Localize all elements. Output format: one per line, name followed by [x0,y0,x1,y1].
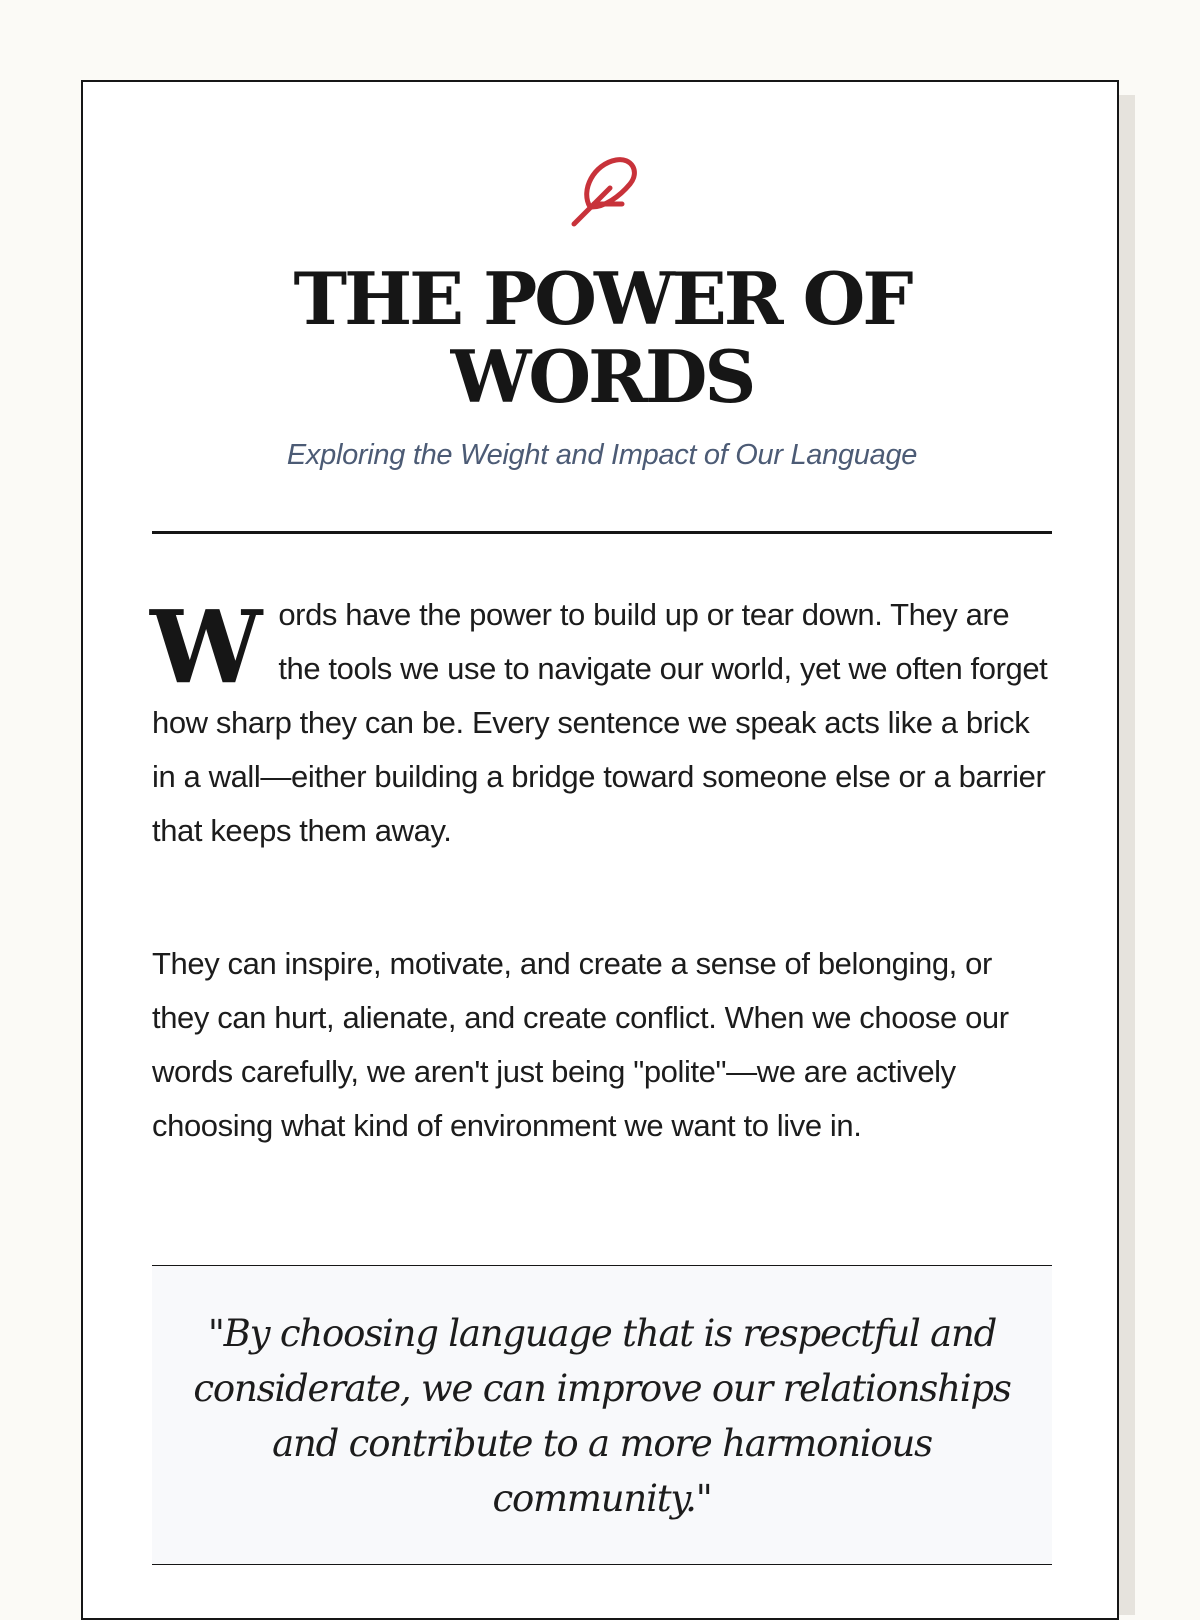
paragraph-1-text: ords have the power to build up or tear down. They are the tools we use to navigate our world, yet we often forget how sharp they can be. Every sentence we speak acts like a brick in a wall—either building a bridge toward someone else or a barrier that keeps them away. [152,597,1048,848]
pull-quote-text: "By choosing language that is respectful and considerate, we can improve our relationships and contribute to a more harmonious community." [193,1312,1011,1520]
paragraph-1 [152,588,1052,858]
feather-icon [564,152,640,228]
drop-cap: W [150,588,259,706]
feather-icon-wrapper [152,152,1052,228]
title-divider [152,531,1052,534]
page-subtitle: Exploring the Weight and Impact of Our Language [286,439,918,471]
page-title: THE POWER OF WORDS [293,256,911,419]
article-card [81,80,1119,1620]
paragraph-2: They can inspire, motivate, and create a sense of belonging, or they can hurt, alienate, and create conflict. When we choose our words carefully, we aren't just being "polite"—we are actively choosing what kind of environment we want to live in. [152,946,1009,1143]
pull-quote [152,1265,1052,1565]
